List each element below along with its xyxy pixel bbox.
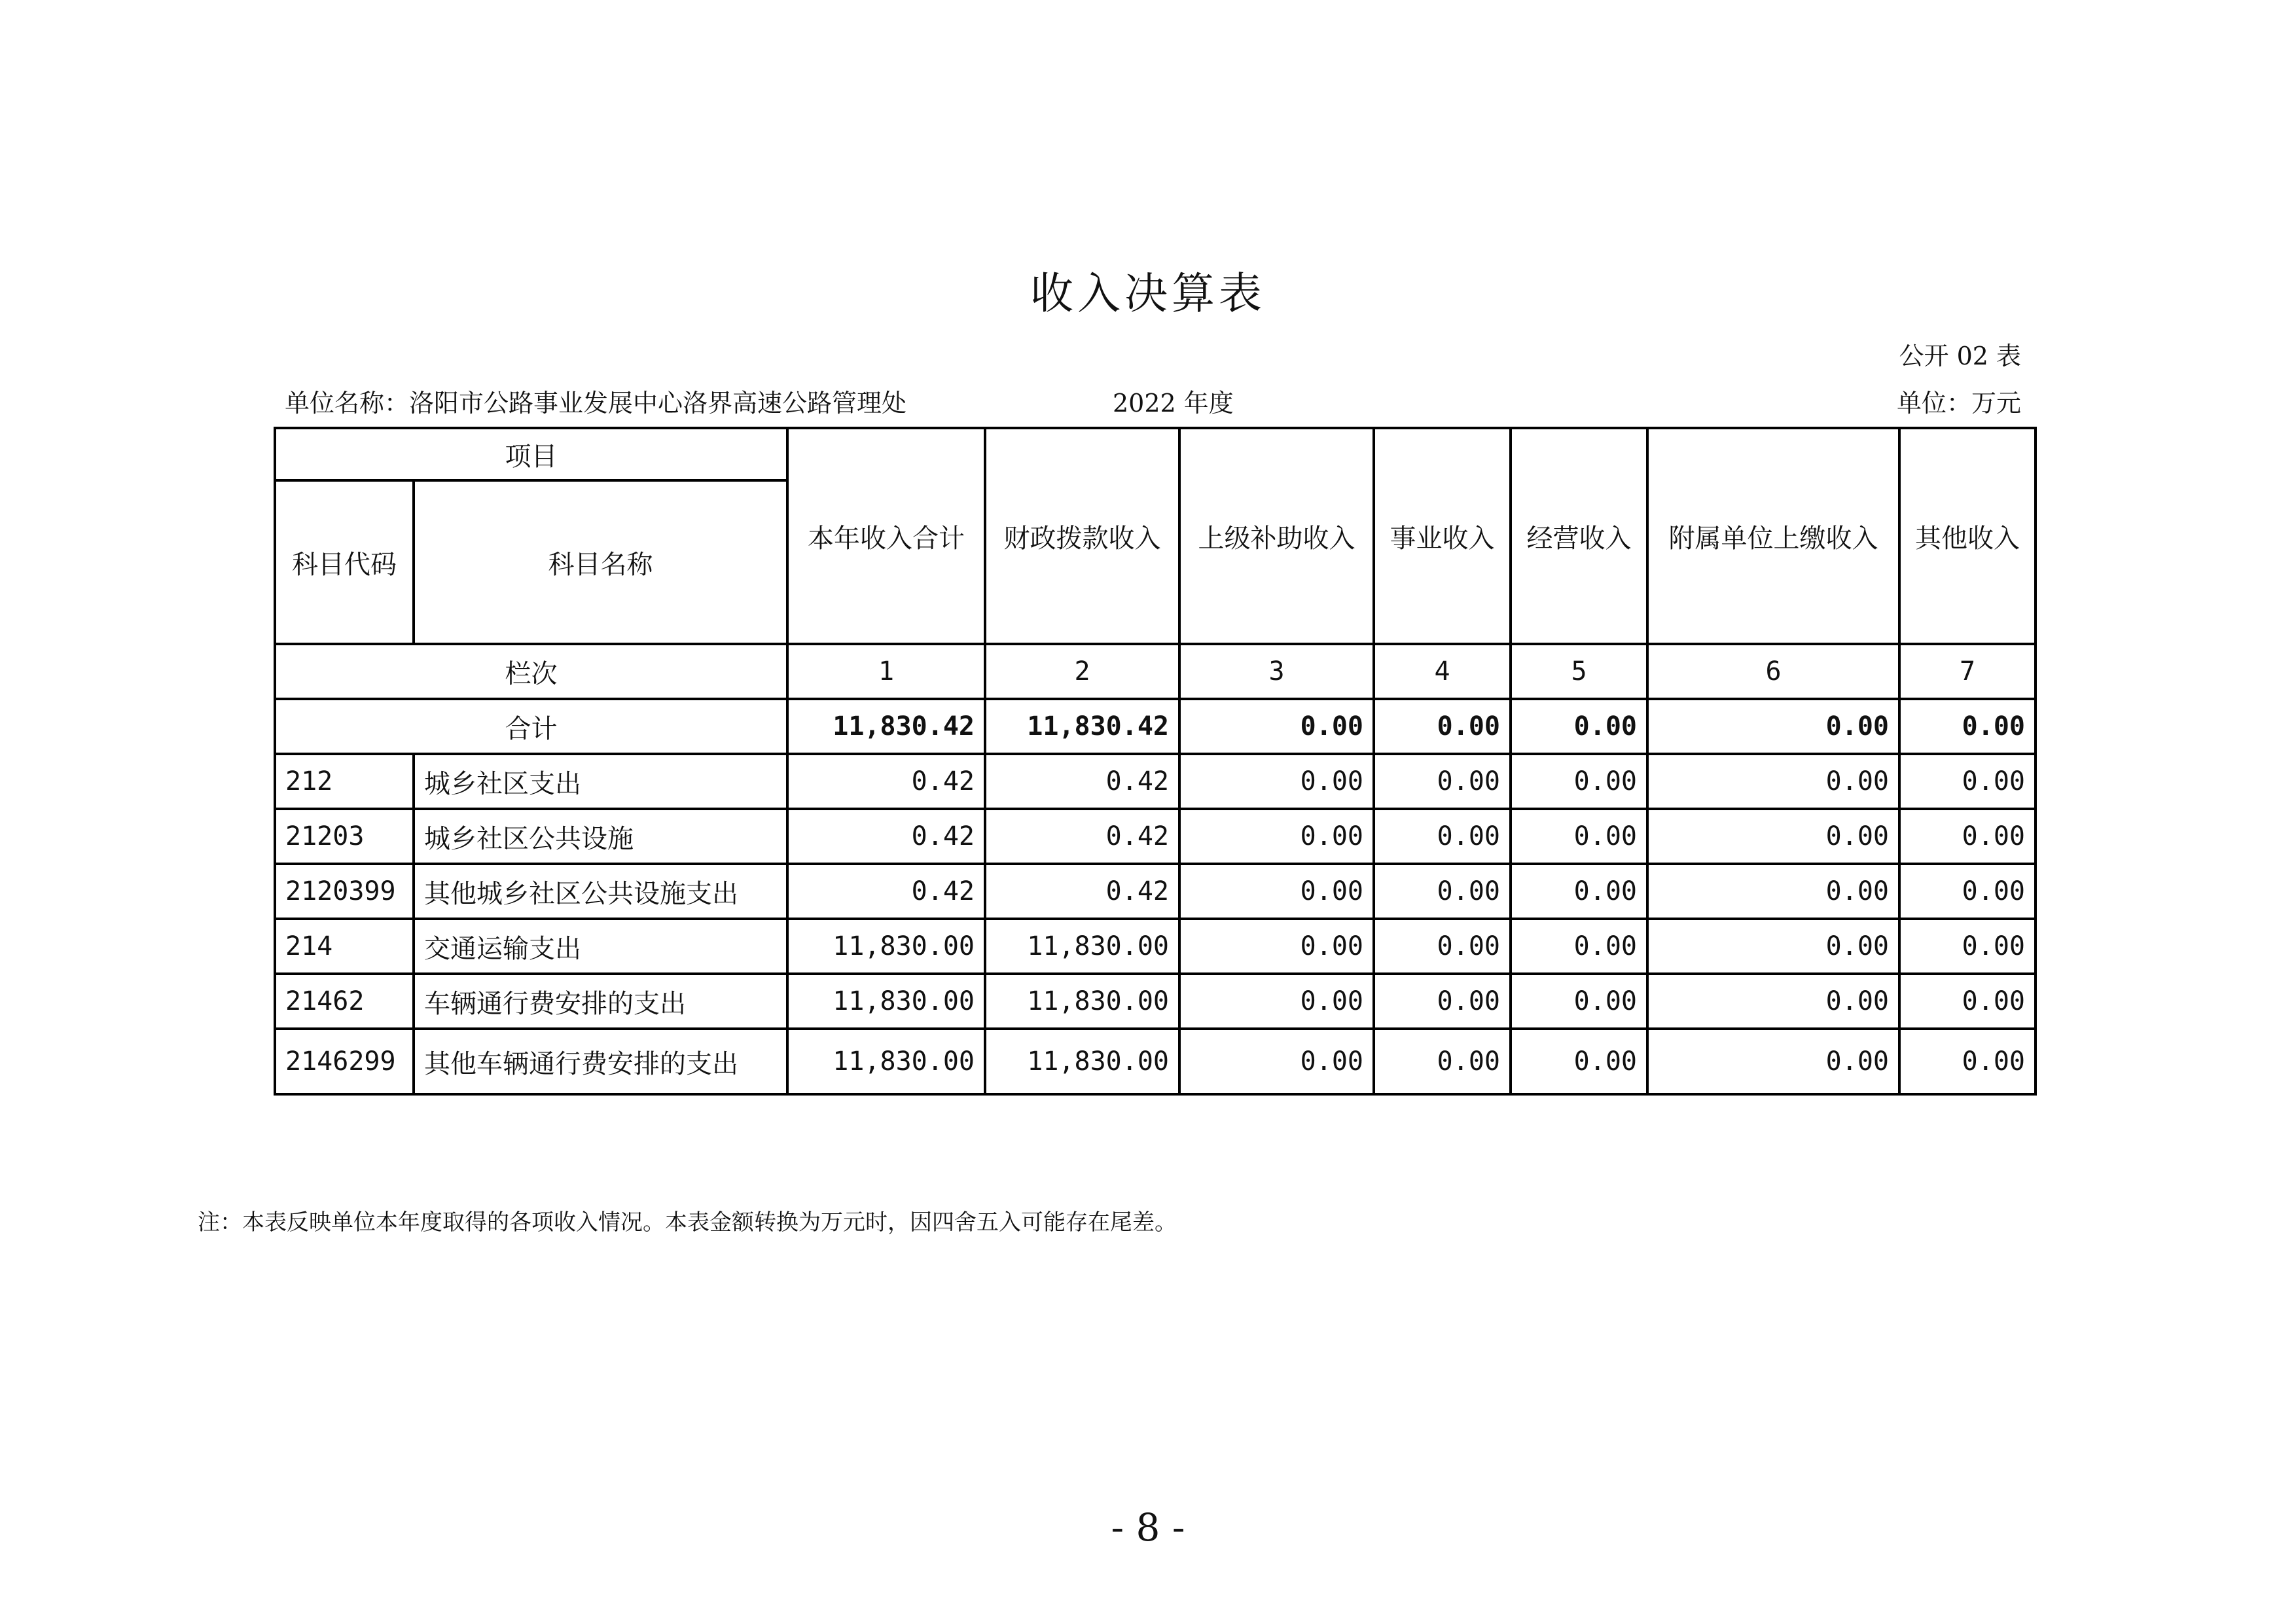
table-row — [275, 1029, 2036, 1094]
header-other-income: 其他收入 — [1899, 428, 2036, 644]
fiscal-year: 2022 年度 — [1113, 389, 1234, 418]
amount-cell: 11,830.00 — [787, 1029, 985, 1094]
amount-cell: 0.00 — [1511, 1029, 1647, 1094]
table-row — [275, 864, 2036, 919]
amount-cell: 0.00 — [1179, 974, 1374, 1029]
total-cell: 11,830.42 — [787, 699, 985, 754]
amount-cell: 0.42 — [985, 754, 1179, 809]
colnum-cell: 7 — [1899, 644, 2036, 699]
header-fiscal-appropriation: 财政拨款收入 — [985, 428, 1179, 644]
form-number: 公开 02 表 — [1899, 342, 2021, 370]
colnum-cell: 2 — [985, 644, 1179, 699]
header-project: 项目 — [275, 428, 787, 480]
amount-cell: 0.00 — [1511, 974, 1647, 1029]
page-title: 收入决算表 — [1030, 268, 1266, 319]
colnum-cell: 1 — [787, 644, 985, 699]
subject-name-cell: 其他城乡社区公共设施支出 — [414, 864, 787, 919]
amount-cell: 0.42 — [787, 864, 985, 919]
header-affiliated-unit-income: 附属单位上缴收入 — [1647, 428, 1899, 644]
subject-name-cell: 其他车辆通行费安排的支出 — [414, 1029, 787, 1094]
amount-cell: 0.00 — [1511, 864, 1647, 919]
subject-code-cell: 2146299 — [275, 1029, 414, 1094]
colnum-cell: 5 — [1511, 644, 1647, 699]
amount-cell: 0.00 — [1374, 754, 1511, 809]
total-cell: 0.00 — [1374, 699, 1511, 754]
table-row — [275, 974, 2036, 1029]
amount-cell: 11,830.00 — [787, 919, 985, 974]
subject-name-cell: 交通运输支出 — [414, 919, 787, 974]
amount-cell: 11,830.00 — [985, 1029, 1179, 1094]
subject-code-cell: 21203 — [275, 809, 414, 864]
amount-cell: 0.00 — [1647, 974, 1899, 1029]
subject-name-cell: 城乡社区支出 — [414, 754, 787, 809]
currency-unit: 单位：万元 — [1896, 389, 2021, 418]
table-row — [275, 809, 2036, 864]
amount-cell: 0.00 — [1647, 864, 1899, 919]
colnum-cell: 4 — [1374, 644, 1511, 699]
amount-cell: 0.42 — [787, 754, 985, 809]
subject-code-cell: 214 — [275, 919, 414, 974]
table-row — [275, 754, 2036, 809]
amount-cell: 11,830.00 — [985, 919, 1179, 974]
amount-cell: 11,830.00 — [787, 974, 985, 1029]
header-business-income: 事业收入 — [1374, 428, 1511, 644]
subject-code-cell: 212 — [275, 754, 414, 809]
amount-cell: 0.00 — [1374, 974, 1511, 1029]
amount-cell: 11,830.00 — [985, 974, 1179, 1029]
amount-cell: 0.00 — [1179, 864, 1374, 919]
header-subject-name: 科目名称 — [414, 480, 787, 644]
income-settlement-table — [274, 427, 2037, 1096]
amount-cell: 0.00 — [1179, 809, 1374, 864]
total-cell: 0.00 — [1511, 699, 1647, 754]
amount-cell: 0.00 — [1647, 919, 1899, 974]
header-subject-code: 科目代码 — [275, 480, 414, 644]
amount-cell: 0.00 — [1374, 1029, 1511, 1094]
amount-cell: 0.00 — [1899, 1029, 2036, 1094]
total-cell: 0.00 — [1179, 699, 1374, 754]
total-cell: 0.00 — [1647, 699, 1899, 754]
amount-cell: 0.00 — [1511, 754, 1647, 809]
amount-cell: 0.00 — [1179, 919, 1374, 974]
amount-cell: 0.00 — [1374, 919, 1511, 974]
amount-cell: 0.00 — [1899, 864, 2036, 919]
amount-cell: 0.00 — [1899, 919, 2036, 974]
subject-name-cell: 车辆通行费安排的支出 — [414, 974, 787, 1029]
colnum-label: 栏次 — [275, 644, 787, 699]
total-cell: 11,830.42 — [985, 699, 1179, 754]
colnum-cell: 6 — [1647, 644, 1899, 699]
subject-name-cell: 城乡社区公共设施 — [414, 809, 787, 864]
amount-cell: 0.00 — [1647, 1029, 1899, 1094]
header-total-income: 本年收入合计 — [787, 428, 985, 644]
total-cell: 0.00 — [1899, 699, 2036, 754]
subject-code-cell: 2120399 — [275, 864, 414, 919]
amount-cell: 0.00 — [1374, 809, 1511, 864]
amount-cell: 0.42 — [985, 809, 1179, 864]
amount-cell: 0.00 — [1511, 919, 1647, 974]
table-note: 注：本表反映单位本年度取得的各项收入情况。本表金额转换为万元时，因四舍五入可能存在尾差。 — [198, 1209, 1177, 1236]
amount-cell: 0.00 — [1899, 754, 2036, 809]
column-number-row — [275, 644, 2036, 699]
amount-cell: 0.42 — [985, 864, 1179, 919]
amount-cell: 0.00 — [1179, 1029, 1374, 1094]
amount-cell: 0.00 — [1374, 864, 1511, 919]
header-operating-income: 经营收入 — [1511, 428, 1647, 644]
page-number: - 8 - — [1111, 1505, 1185, 1550]
total-label: 合计 — [275, 699, 787, 754]
amount-cell: 0.00 — [1179, 754, 1374, 809]
colnum-cell: 3 — [1179, 644, 1374, 699]
amount-cell: 0.00 — [1899, 809, 2036, 864]
unit-name: 单位名称：洛阳市公路事业发展中心洛界高速公路管理处 — [285, 389, 907, 418]
amount-cell: 0.00 — [1899, 974, 2036, 1029]
amount-cell: 0.42 — [787, 809, 985, 864]
amount-cell: 0.00 — [1647, 754, 1899, 809]
total-row — [275, 699, 2036, 754]
subject-code-cell: 21462 — [275, 974, 414, 1029]
header-superior-subsidy: 上级补助收入 — [1179, 428, 1374, 644]
amount-cell: 0.00 — [1647, 809, 1899, 864]
table-row — [275, 919, 2036, 974]
amount-cell: 0.00 — [1511, 809, 1647, 864]
